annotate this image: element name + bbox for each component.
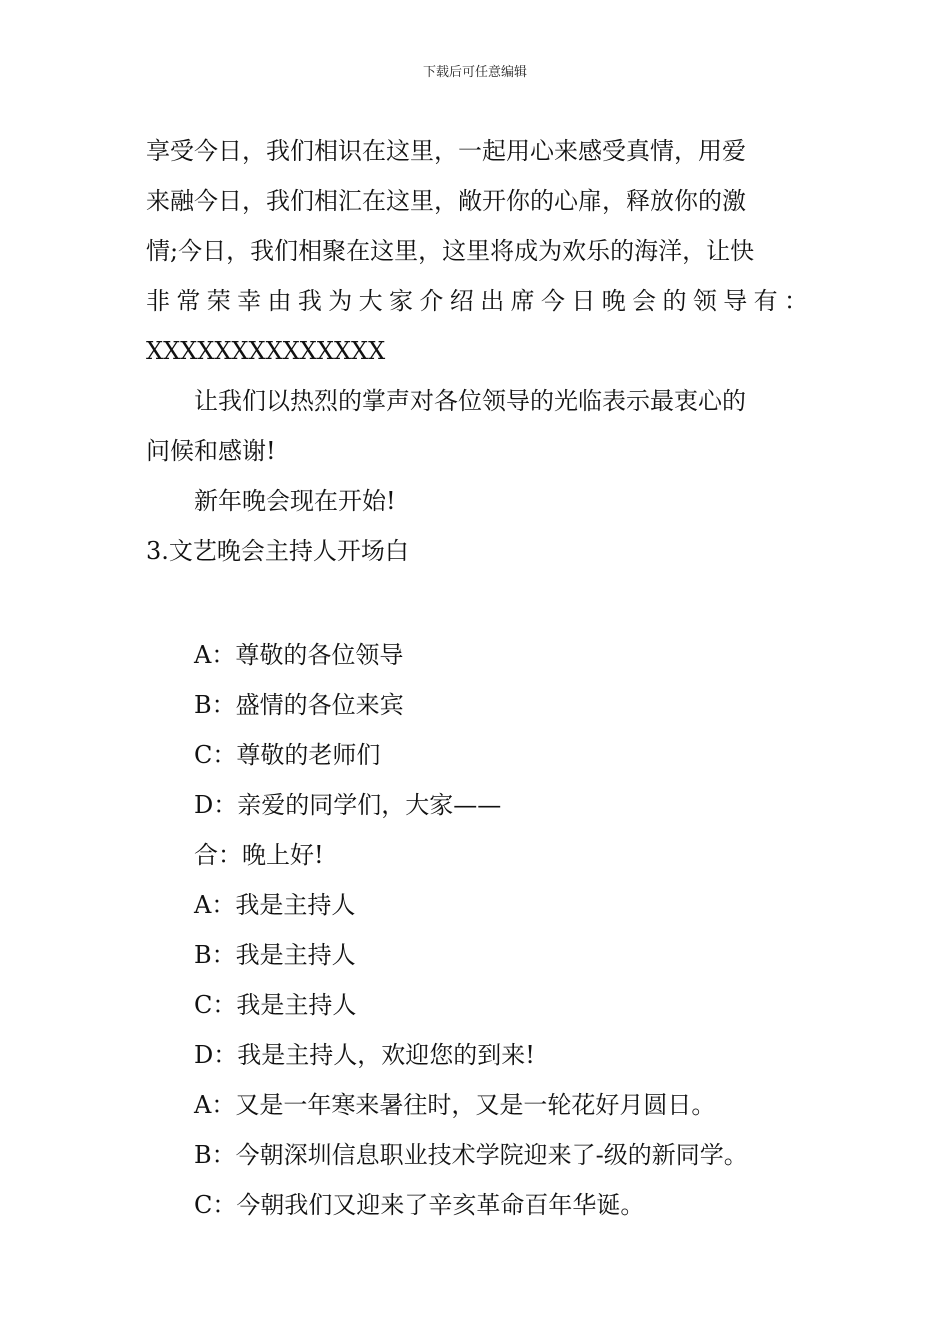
body-line: 享受今日，我们相识在这里，一起用心来感受真情，用爱: [146, 137, 746, 165]
section-heading: 3.文艺晚会主持人开场白: [146, 537, 409, 565]
dialogue-line: B：盛情的各位来宾: [194, 691, 404, 719]
body-line: 情;今日，我们相聚在这里，这里将成为欢乐的海洋，让快: [146, 237, 755, 265]
dialogue-line: D：我是主持人，欢迎您的到来!: [194, 1041, 535, 1069]
dialogue-line: 合：晚上好!: [194, 841, 324, 869]
dialogue-line: B：我是主持人: [194, 941, 356, 969]
dialogue-line: B：今朝深圳信息职业技术学院迎来了-级的新同学。: [194, 1141, 748, 1169]
dialogue-line: A：我是主持人: [194, 891, 356, 919]
body-line: 来融今日，我们相汇在这里，敞开你的心扉，释放你的激: [146, 187, 746, 215]
blank-gap: [146, 576, 808, 630]
dialogue-line: C：今朝我们又迎来了辛亥革命百年华诞。: [194, 1191, 645, 1219]
dialogue-line: A：又是一年寒来暑往时，又是一轮花好月圆日。: [194, 1091, 716, 1119]
body-line: 问候和感谢!: [146, 437, 276, 465]
dialogue-line: C：尊敬的老师们: [194, 741, 381, 769]
body-line: 让我们以热烈的掌声对各位领导的光临表示最衷心的: [194, 387, 746, 415]
body-line: XXXXXXXXXXXXXX: [146, 337, 386, 365]
body-line: 新年晚会现在开始!: [194, 487, 396, 515]
dialogue-line: D：亲爱的同学们，大家——: [194, 791, 502, 819]
document-body: [146, 126, 808, 1230]
body-line: 非常荣幸由我为大家介绍出席今日晚会的领导有：: [146, 287, 808, 315]
page-header-note: 下载后可任意编辑: [422, 65, 527, 80]
dialogue-line: C：我是主持人: [194, 991, 357, 1019]
dialogue-line: A：尊敬的各位领导: [194, 641, 404, 669]
